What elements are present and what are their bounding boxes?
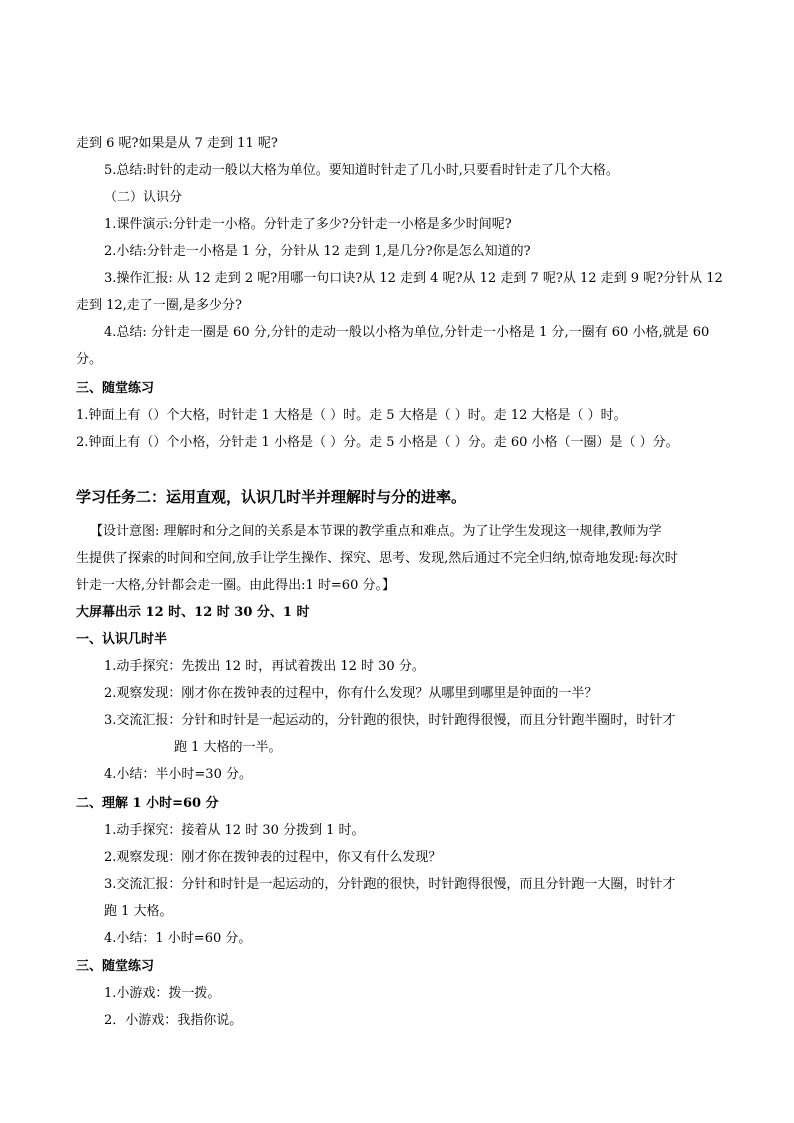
design-intent: 【设计意图: 理解时和分之间的关系是本节课的教学重点和难点。为了让学生发现这一规律,教师为学 (90, 524, 662, 539)
section-heading: 二、理解 1 小时=60 分 (76, 796, 219, 811)
text-line: 2.观察发现：刚才你在拨钟表的过程中，你又有什么发现？ (104, 850, 442, 865)
text-line: 3.交流汇报：分针和时针是一起运动的，分针跑的很快，时针跑得很慢，而且分针跑一大圈，时针才 (104, 877, 676, 892)
text-line: 1.小游戏：拨一拨。 (104, 986, 221, 1001)
text-line: 1.动手探究：先拨出 12 时，再试着拨出 12 时 30 分。 (104, 659, 425, 674)
text-line: 2.观察发现：刚才你在拨钟表的过程中，你有什么发现？从哪里到哪里是钟面的一半？ (104, 686, 598, 701)
summary-hour-hand: 5.总结:时针的走动一般以大格为单位。要知道时针走了几小时,只要看时针走了几个大格。 (104, 163, 619, 178)
screen-display-line: 大屏幕出示 12 时、12 时 30 分、1 时 (76, 605, 310, 620)
text-line: 2．小游戏：我指你说。 (104, 1013, 243, 1028)
exercise-item: 1.钟面上有（）个大格，时针走 1 大格是（ ）时。走 5 大格是（ ）时。走 12 大格是（ ）时。 (76, 408, 627, 423)
text-line: 4.小结：半小时=30 分。 (104, 767, 252, 782)
text-line: 4.小结：1 小时=60 分。 (104, 931, 252, 946)
section-heading: 一、认识几时半 (76, 632, 168, 647)
text-line: 分。 (76, 352, 103, 367)
summary-minute-hand: 4.总结: 分针走一圈是 60 分,分针的走动一般以小格为单位,分针走一小格是 1 分,一圈有 60 小格,就是 60 (104, 325, 710, 340)
text-line: 1.动手探究：接着从 12 时 30 分拨到 1 时。 (104, 823, 365, 838)
subsection-title: （二）认识分 (104, 190, 183, 205)
design-intent: 生提供了探索的时间和空间,放手让学生操作、探究、思考、发现,然后通过不完全归纳,惊奇地发现:每次时 (76, 551, 678, 566)
text-line: 跑 1 大格的一半。 (174, 740, 282, 755)
section-heading: 三、随堂练习 (76, 959, 155, 974)
design-intent: 针走一大格,分针都会走一圈。由此得出:1 时=60 分。】 (76, 578, 395, 593)
text-line: 走到 6 呢?如果是从 7 走到 11 呢? (76, 136, 278, 151)
task-heading: 学习任务二：运用直观，认识几时半并理解时与分的进率。 (76, 488, 467, 506)
text-line: 跑 1 大格。 (104, 904, 173, 919)
text-line: 3.操作汇报: 从 12 走到 2 呢?用哪一句口诀?从 12 走到 4 呢?从 12 走到 7 呢?从 12 走到 9 呢?分针从 12 (104, 271, 723, 286)
text-line: 2.小结:分针走一小格是 1 分，分针从 12 走到 1,是几分?你是怎么知道的? (104, 244, 531, 259)
text-line: 3.交流汇报：分针和时针是一起运动的，分针跑的很快，时针跑得很慢，而且分针跑半圈时，时针才 (104, 713, 676, 728)
section-heading: 三、随堂练习 (76, 381, 155, 396)
exercise-item: 2.钟面上有（）个小格，分针走 1 小格是（ ）分。走 5 小格是（ ）分。走 60 小格（一圈）是（ ）分。 (76, 435, 679, 450)
text-line: 走到 12,走了一圈,是多少分? (76, 298, 242, 313)
text-line: 1.课件演示:分针走一小格。分针走了多少?分针走一小格是多少时间呢? (104, 217, 512, 232)
